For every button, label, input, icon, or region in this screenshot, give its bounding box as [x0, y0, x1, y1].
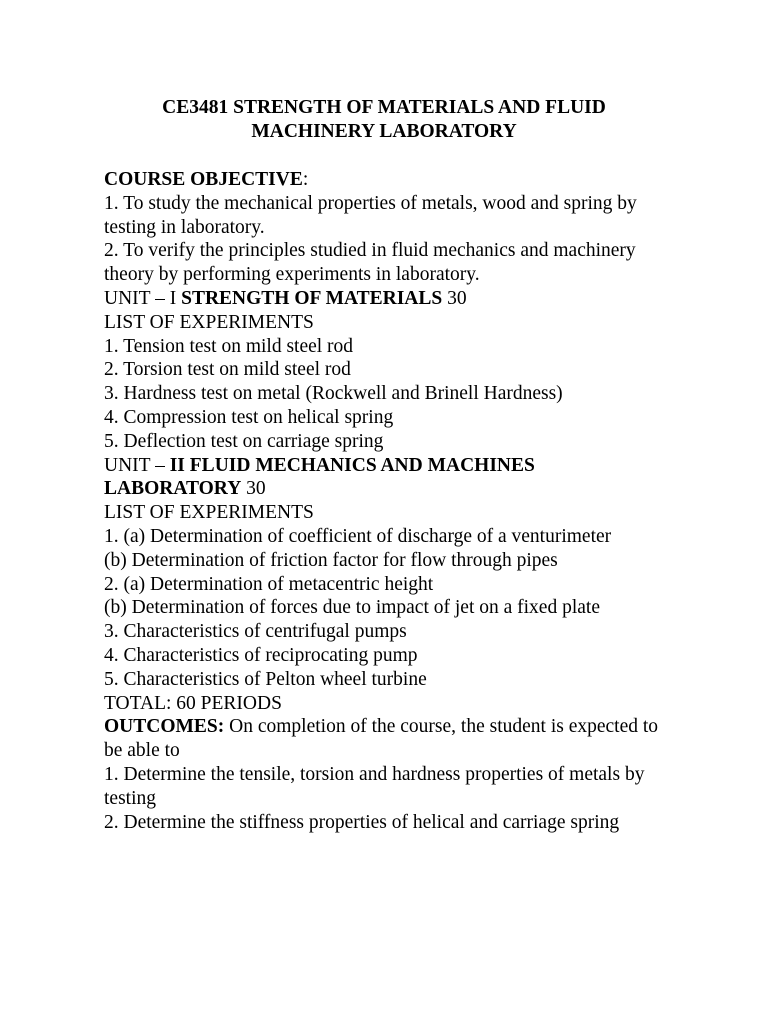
unit-2-hours: 30 — [241, 478, 266, 500]
unit-1-hours: 30 — [442, 287, 467, 309]
experiment-item: 5. Characteristics of Pelton wheel turbine — [104, 668, 427, 690]
unit-2-title: II FLUID MECHANICS AND MACHINES LABORATORY — [104, 454, 535, 500]
unit-1-title: STRENGTH OF MATERIALS — [181, 287, 443, 309]
total-periods: TOTAL: 60 PERIODS — [104, 692, 282, 714]
unit-2-heading — [104, 454, 664, 502]
unit-2-list-heading: LIST OF EXPERIMENTS — [104, 502, 314, 524]
experiment-item: 2. (a) Determination of metacentric height — [104, 573, 434, 595]
unit-1-prefix: UNIT – I — [104, 287, 182, 309]
experiment-item: 2. Torsion test on mild steel rod — [104, 359, 351, 381]
course-objective-colon: : — [302, 169, 309, 190]
course-objective-heading — [104, 168, 664, 192]
objective-item: 2. To verify the principles studied in fluid mechanics and machinery theory by performing experiments in laboratory. — [104, 240, 636, 286]
outcomes-intro: On completion of the course, the student is expected to be able to — [104, 716, 659, 762]
experiment-item: 1. (a) Determination of coefficient of discharge of a venturimeter — [104, 525, 612, 547]
experiment-item: 3. Characteristics of centrifugal pumps — [104, 621, 407, 643]
experiment-item: 3. Hardness test on metal (Rockwell and Brinell Hardness) — [104, 383, 563, 405]
outcome-item: 2. Determine the stiffness properties of helical and carriage spring — [104, 811, 620, 833]
experiment-item: (b) Determination of friction factor for flow through pipes — [104, 549, 558, 571]
title-line-2: MACHINERY LABORATORY — [251, 121, 517, 142]
outcomes-intro-paragraph — [104, 715, 664, 763]
document-title — [104, 96, 664, 144]
unit-2-prefix: UNIT – — [104, 454, 170, 476]
experiment-item: (b) Determination of forces due to impact of jet on a fixed plate — [104, 597, 600, 619]
outcome-item: 1. Determine the tensile, torsion and hardness properties of metals by testing — [104, 763, 645, 809]
outcomes-heading: OUTCOMES: — [104, 716, 225, 738]
course-objective-section — [104, 168, 664, 287]
experiment-item: 5. Deflection test on carriage spring — [104, 430, 384, 452]
course-objective-label: COURSE OBJECTIVE — [104, 169, 303, 190]
unit-1-heading — [104, 287, 664, 311]
unit-1-list-heading: LIST OF EXPERIMENTS — [104, 311, 314, 333]
experiment-item: 4. Compression test on helical spring — [104, 406, 394, 428]
document-page — [104, 96, 664, 834]
experiment-item: 4. Characteristics of reciprocating pump — [104, 644, 418, 666]
objective-item: 1. To study the mechanical properties of metals, wood and spring by testing in laboratory. — [104, 192, 637, 238]
experiment-item: 1. Tension test on mild steel rod — [104, 335, 354, 357]
title-line-1: CE3481 STRENGTH OF MATERIALS AND FLUID — [162, 97, 606, 118]
unit-2-section — [104, 454, 664, 692]
unit-1-section — [104, 287, 664, 454]
outcomes-section — [104, 715, 664, 834]
